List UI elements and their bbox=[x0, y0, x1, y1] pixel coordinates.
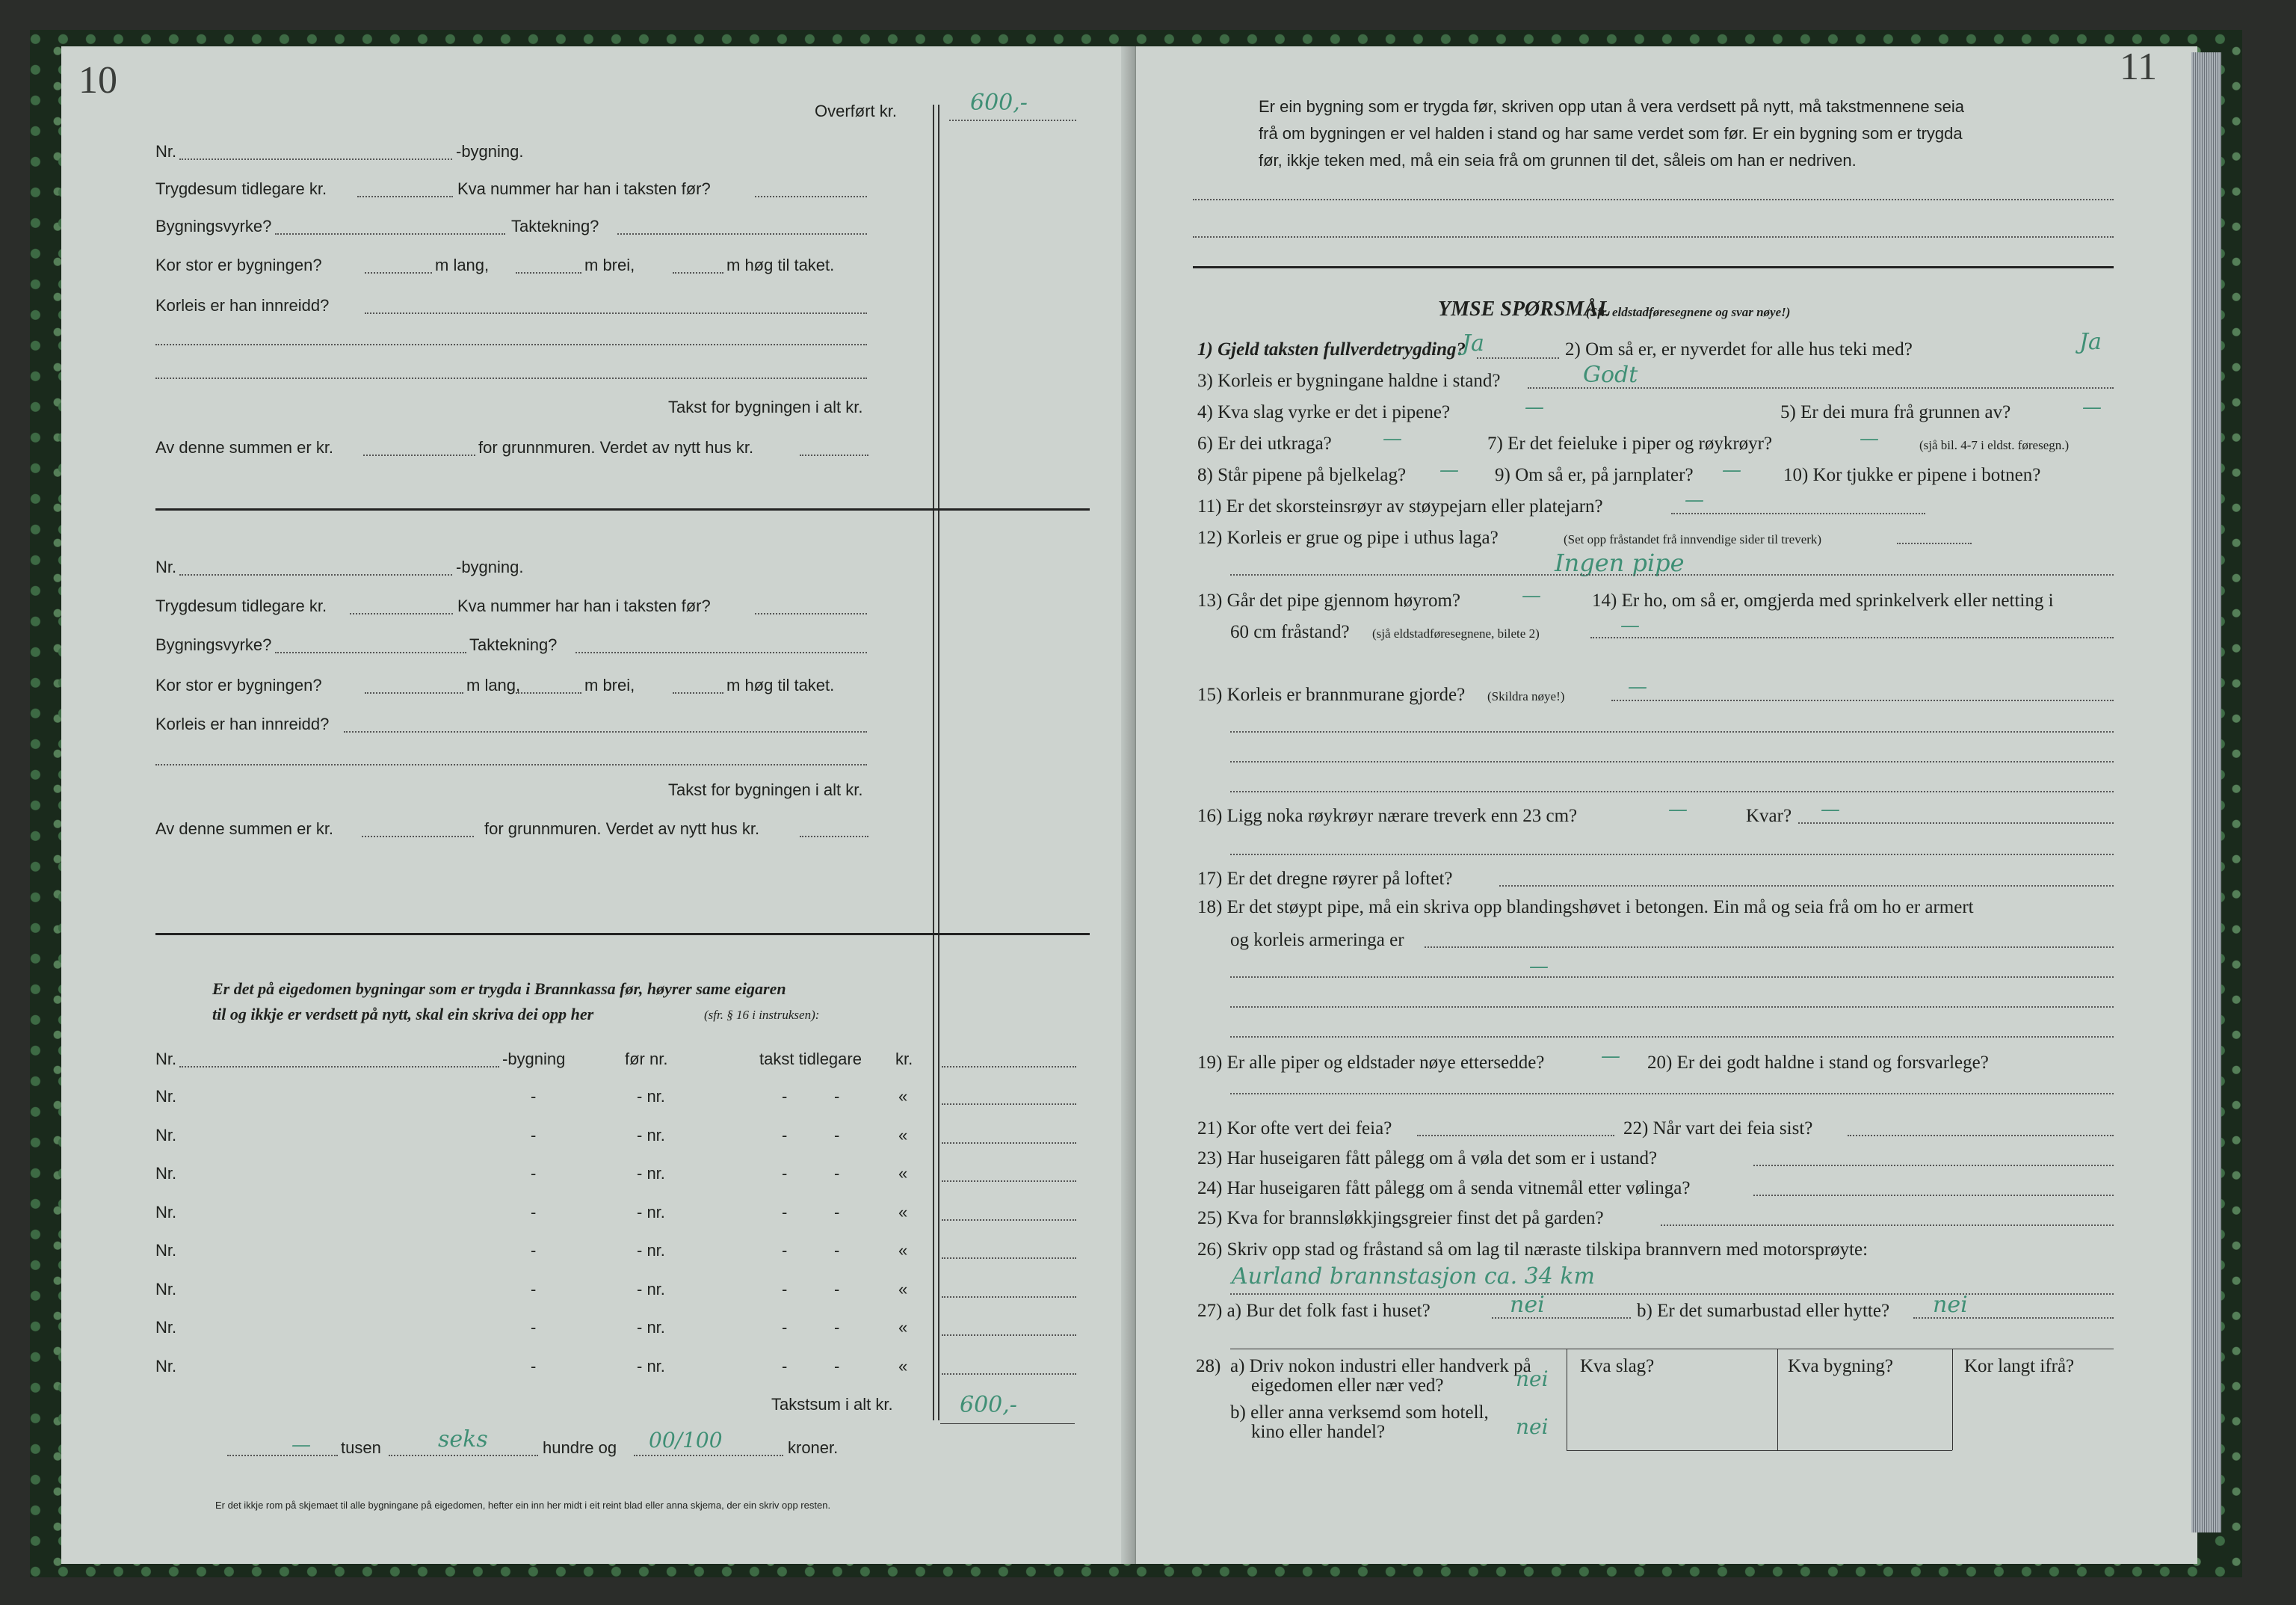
q21-field[interactable] bbox=[1417, 1135, 1614, 1136]
av-denne-label: Av denne summen er kr. bbox=[155, 819, 334, 838]
q11: 11) Er det skorsteinsrøyr av støypejarn eller platejarn? bbox=[1197, 496, 1603, 517]
q19-field-2[interactable] bbox=[1230, 1093, 2114, 1094]
grunnmur-label: for grunnmuren. Verdet av nytt hus kr. bbox=[478, 438, 754, 457]
q16-field-2[interactable] bbox=[1230, 854, 2114, 855]
row-nr-ref: - nr. bbox=[637, 1280, 665, 1299]
kva-nummer-field[interactable] bbox=[755, 613, 867, 614]
q2-answer[interactable]: Ja bbox=[2079, 329, 2102, 355]
row-dash-2: - bbox=[782, 1280, 788, 1299]
q23-field[interactable] bbox=[1753, 1165, 2114, 1166]
table-header-nr: Nr. bbox=[155, 1050, 177, 1068]
row-dash-1: - bbox=[531, 1126, 537, 1145]
grunnmur-label: for grunnmuren. Verdet av nytt hus kr. bbox=[484, 819, 760, 838]
hundre-field[interactable] bbox=[389, 1455, 538, 1456]
kva-nummer-label: Kva nummer har han i taksten før? bbox=[457, 179, 711, 198]
q28b-answer[interactable]: nei bbox=[1516, 1414, 1549, 1439]
takst-label: Takst for bygningen i alt kr. bbox=[668, 398, 863, 416]
q26-field[interactable] bbox=[1230, 1293, 2114, 1295]
q17: 17) Er det dregne røyrer på loftet? bbox=[1197, 869, 1453, 889]
av-denne-field[interactable] bbox=[363, 455, 475, 456]
table-header-nr-field[interactable] bbox=[179, 1066, 499, 1068]
q18-field-1[interactable] bbox=[1425, 946, 2114, 948]
q1: 1) Gjeld taksten fullverdetrygding? bbox=[1197, 339, 1466, 360]
nytt-hus-field[interactable] bbox=[800, 836, 868, 837]
q14-field[interactable] bbox=[1590, 637, 2114, 638]
block-separator-1 bbox=[155, 508, 1090, 511]
row-dash-1: - bbox=[531, 1280, 537, 1299]
hundre-label: hundre og bbox=[543, 1438, 617, 1457]
q28-col-rule-2 bbox=[1777, 1349, 1778, 1450]
hog-field[interactable] bbox=[673, 692, 723, 694]
nytt-hus-field[interactable] bbox=[800, 455, 868, 456]
row-dash-2: - bbox=[782, 1087, 788, 1106]
q18-field-2[interactable] bbox=[1230, 976, 2114, 978]
kor-stor-label: Kor stor er bygningen? bbox=[155, 676, 322, 694]
q11-field[interactable] bbox=[1671, 513, 1925, 514]
takstsum-value[interactable]: 600,- bbox=[960, 1392, 1017, 1418]
takstsum-rule bbox=[940, 1423, 1075, 1424]
row-dash-3: - bbox=[834, 1126, 840, 1145]
row-dash-2: - bbox=[782, 1357, 788, 1376]
value-column-left-rule bbox=[933, 105, 934, 1420]
q28-number: 28) bbox=[1196, 1356, 1221, 1376]
lang-field[interactable] bbox=[365, 692, 463, 694]
row-ditto: « bbox=[898, 1241, 908, 1260]
value-column-left-rule-2 bbox=[938, 105, 939, 1420]
q14: 14) Er ho, om så er, omgjerda med sprinkelverk eller netting i bbox=[1592, 591, 2054, 611]
q18-field-4[interactable] bbox=[1230, 1036, 2114, 1038]
q18: 18) Er det støypt pipe, må ein skriva opp blandingshøvet i betongen. Ein må og seia frå om ho er armert bbox=[1197, 897, 1974, 917]
q27b-field[interactable] bbox=[1913, 1317, 2114, 1319]
q15-field-1[interactable] bbox=[1611, 700, 2114, 701]
q22: 22) Når vart dei feia sist? bbox=[1623, 1118, 1813, 1139]
q27a-answer[interactable]: nei bbox=[1510, 1292, 1545, 1318]
q28-col-rule-3 bbox=[1952, 1349, 1953, 1450]
row-dash-3: - bbox=[834, 1357, 840, 1376]
q7-ref: (sjå bil. 4-7 i eldst. føresegn.) bbox=[1919, 438, 2070, 452]
q8-answer[interactable]: — bbox=[1439, 459, 1459, 481]
q2: 2) Om så er, er nyverdet for alle hus teki med? bbox=[1565, 339, 1913, 360]
q12-field-2[interactable] bbox=[1230, 574, 2114, 576]
q28-col-kva-bygning: Kva bygning? bbox=[1788, 1356, 1893, 1376]
m-hog-label: m høg til taket. bbox=[726, 676, 835, 694]
takstsum-label: Takstsum i alt kr. bbox=[771, 1395, 893, 1414]
q12-answer[interactable]: Ingen pipe bbox=[1555, 549, 1685, 577]
tusen-field[interactable] bbox=[227, 1455, 338, 1456]
nr-field[interactable] bbox=[179, 158, 452, 160]
right-page-number: 11 bbox=[2120, 46, 2158, 88]
m-brei-label: m brei, bbox=[584, 256, 635, 274]
q11-answer[interactable]: — bbox=[1685, 489, 1704, 511]
q22-field[interactable] bbox=[1848, 1135, 2114, 1136]
q19: 19) Er alle piper og eldstader nøye ettersedde? bbox=[1197, 1053, 1545, 1073]
row-nr-ref: - nr. bbox=[637, 1126, 665, 1145]
q18-answer[interactable]: — bbox=[1529, 955, 1549, 978]
page-edges bbox=[2191, 52, 2221, 1532]
q13-answer[interactable]: — bbox=[1522, 585, 1541, 607]
q16-kvar: Kvar? bbox=[1746, 806, 1792, 826]
row-dash-1: - bbox=[531, 1164, 537, 1183]
bygning-label: -bygning. bbox=[456, 142, 524, 161]
row-dash-1: - bbox=[531, 1241, 537, 1260]
row-dash-1: - bbox=[531, 1357, 537, 1376]
row-dash-1: - bbox=[531, 1203, 537, 1222]
row-value-field[interactable] bbox=[942, 1373, 1076, 1375]
row-nr: Nr. bbox=[155, 1126, 177, 1145]
innreidd-field-2[interactable] bbox=[155, 764, 867, 765]
section-note: (Sfr. eldstadføresegnene og svar nøye!) bbox=[1586, 305, 1791, 319]
row-dash-3: - bbox=[834, 1280, 840, 1299]
innreidd-field-3[interactable] bbox=[155, 378, 867, 379]
trygdesum-label: Trygdesum tidlegare kr. bbox=[155, 179, 327, 198]
taktekning-field[interactable] bbox=[617, 233, 867, 235]
row-dash-3: - bbox=[834, 1241, 840, 1260]
innreidd-label: Korleis er han innreidd? bbox=[155, 296, 330, 315]
q15-answer[interactable]: — bbox=[1628, 676, 1647, 698]
q16-kvar-field[interactable] bbox=[1798, 822, 2114, 824]
row-value-field[interactable] bbox=[942, 1142, 1076, 1144]
q6-answer[interactable]: — bbox=[1383, 428, 1402, 450]
q28a-answer[interactable]: nei bbox=[1516, 1367, 1549, 1391]
left-page-number: 10 bbox=[78, 59, 117, 102]
innreidd-field[interactable] bbox=[344, 731, 867, 733]
row-dash-2: - bbox=[782, 1164, 788, 1183]
m-lang-label: m lang, bbox=[466, 676, 521, 694]
q28-col-kva-slag: Kva slag? bbox=[1580, 1356, 1655, 1376]
row-nr-ref: - nr. bbox=[637, 1087, 665, 1106]
vyrke-label: Bygningsvyrke? bbox=[155, 635, 272, 654]
row-ditto: « bbox=[898, 1280, 908, 1299]
q7: 7) Er det feieluke i piper og røykrøyr? bbox=[1487, 434, 1773, 454]
q27a: 27) a) Bur det folk fast i huset? bbox=[1197, 1301, 1431, 1321]
table-header-value-field[interactable] bbox=[942, 1066, 1076, 1068]
m-lang-label: m lang, bbox=[435, 256, 490, 274]
m-brei-label: m brei, bbox=[584, 676, 635, 694]
carried-over-label: Overført kr. bbox=[815, 102, 897, 120]
q19-answer[interactable]: — bbox=[1601, 1045, 1620, 1068]
nr-label: Nr. bbox=[155, 142, 177, 161]
q1-field[interactable] bbox=[1477, 357, 1559, 359]
hw-tusen[interactable]: — bbox=[291, 1434, 311, 1456]
q23: 23) Har huseigaren fått pålegg om å vøla det som er i ustand? bbox=[1197, 1148, 1658, 1168]
trygdesum-field[interactable] bbox=[357, 196, 453, 197]
row-value-field[interactable] bbox=[942, 1334, 1076, 1336]
row-ditto: « bbox=[898, 1087, 908, 1106]
q27a-field[interactable] bbox=[1492, 1317, 1631, 1319]
taktekning-label: Taktekning? bbox=[469, 635, 558, 654]
q6: 6) Er dei utkraga? bbox=[1197, 434, 1332, 454]
q3-answer[interactable]: Godt bbox=[1583, 362, 1638, 388]
row-ditto: « bbox=[898, 1164, 908, 1183]
intro-line-2: frå om bygningen er vel halden i stand og har same verdet som før. Er ein bygning som er trygda bbox=[1259, 124, 1963, 143]
kva-nummer-field[interactable] bbox=[755, 196, 867, 197]
row-dash-2: - bbox=[782, 1126, 788, 1145]
row-value-field[interactable] bbox=[942, 1103, 1076, 1105]
q5: 5) Er dei mura frå grunnen av? bbox=[1780, 402, 2011, 422]
row-ditto: « bbox=[898, 1318, 908, 1337]
q28a-2: eigedomen eller nær ved? bbox=[1251, 1376, 1444, 1396]
hw-og[interactable]: 00/100 bbox=[649, 1428, 723, 1452]
q15: 15) Korleis er brannmurane gjorde? bbox=[1197, 685, 1466, 705]
q3-field[interactable] bbox=[1528, 387, 2114, 389]
q26-answer[interactable]: Aurland brannstasjon ca. 34 km bbox=[1232, 1263, 1595, 1290]
intro-separator bbox=[1193, 266, 2114, 268]
q15-note: (Skildra nøye!) bbox=[1487, 689, 1565, 703]
q13: 13) Går det pipe gjennom høyrom? bbox=[1197, 591, 1460, 611]
row-dash-3: - bbox=[834, 1087, 840, 1106]
q14-ref: (sjå eldstadføresegnene, bilete 2) bbox=[1372, 626, 1540, 641]
q12: 12) Korleis er grue og pipe i uthus laga? bbox=[1197, 528, 1499, 548]
q15-field-4[interactable] bbox=[1230, 791, 2114, 792]
q16-kvar-answer[interactable]: — bbox=[1821, 798, 1840, 821]
carried-over-value[interactable]: 600,- bbox=[970, 90, 1028, 116]
innreidd-field-2[interactable] bbox=[155, 344, 867, 345]
q4: 4) Kva slag vyrke er det i pipene? bbox=[1197, 402, 1451, 422]
q27b-answer[interactable]: nei bbox=[1933, 1292, 1968, 1318]
q14-answer[interactable]: — bbox=[1620, 614, 1640, 637]
row-nr-ref: - nr. bbox=[637, 1241, 665, 1260]
q7-answer[interactable]: — bbox=[1860, 428, 1879, 450]
nr-field[interactable] bbox=[179, 574, 452, 576]
block-separator-2 bbox=[155, 933, 1090, 935]
q26: 26) Skriv opp stad og fråstand så om lag til næraste tilskipa brannvern med motorsprøyte: bbox=[1197, 1239, 1868, 1260]
takst-label: Takst for bygningen i alt kr. bbox=[668, 780, 863, 799]
q8: 8) Står pipene på bjelkelag? bbox=[1197, 465, 1407, 485]
footer-note: Er det ikkje rom på skjemaet til alle bygningane på eigedomen, hefter ein inn her midt i eit reint blad eller anna skjema, der ein skriv opp resten. bbox=[215, 1500, 831, 1511]
row-value-field[interactable] bbox=[942, 1180, 1076, 1182]
table-header-kr: kr. bbox=[895, 1050, 913, 1068]
right-page bbox=[1136, 46, 2197, 1564]
row-ditto: « bbox=[898, 1203, 908, 1222]
section-title: YMSE SPØRSMÅL bbox=[1438, 298, 1611, 321]
vyrke-field[interactable] bbox=[275, 652, 466, 653]
row-nr: Nr. bbox=[155, 1203, 177, 1222]
carried-over-line bbox=[949, 120, 1076, 121]
row-nr: Nr. bbox=[155, 1241, 177, 1260]
q27b: b) Er det sumarbustad eller hytte? bbox=[1637, 1301, 1890, 1321]
kor-stor-label: Kor stor er bygningen? bbox=[155, 256, 322, 274]
q4-answer[interactable]: — bbox=[1525, 396, 1544, 419]
intro-line-1: Er ein bygning som er trygda før, skriven opp utan å vera verdsett på nytt, må takstmennene seia bbox=[1259, 97, 1965, 116]
kroner-label: kroner. bbox=[788, 1438, 839, 1457]
row-ditto: « bbox=[898, 1357, 908, 1376]
notice-line-1: Er det på eigedomen bygningar som er trygda i Brannkassa før, høyrer same eigaren bbox=[212, 979, 786, 998]
nr-label: Nr. bbox=[155, 558, 177, 576]
q1-answer[interactable]: Ja bbox=[1462, 330, 1484, 357]
vyrke-field[interactable] bbox=[275, 233, 505, 235]
notice-line-2: til og ikkje er verdsett på nytt, skal ein skriva dei opp her bbox=[212, 1005, 594, 1023]
trygdesum-field[interactable] bbox=[350, 613, 453, 614]
m-hog-label: m høg til taket. bbox=[726, 256, 835, 274]
brei-field[interactable] bbox=[516, 272, 581, 274]
row-dash-3: - bbox=[834, 1164, 840, 1183]
bygning-label: -bygning. bbox=[456, 558, 524, 576]
tusen-label: tusen bbox=[341, 1438, 381, 1457]
kva-nummer-label: Kva nummer har han i taksten før? bbox=[457, 597, 711, 615]
innreidd-label: Korleis er han innreidd? bbox=[155, 715, 330, 733]
taktekning-field[interactable] bbox=[575, 652, 867, 653]
q24-field[interactable] bbox=[1753, 1195, 2114, 1196]
q17-field[interactable] bbox=[1499, 885, 2114, 887]
row-dash-1: - bbox=[531, 1087, 537, 1106]
table-header-takst: takst tidlegare bbox=[759, 1050, 862, 1068]
q10: 10) Kor tjukke er pipene i botnen? bbox=[1783, 465, 2041, 485]
row-ditto: « bbox=[898, 1126, 908, 1145]
hw-hundre[interactable]: seks bbox=[438, 1426, 488, 1452]
row-nr: Nr. bbox=[155, 1164, 177, 1183]
intro-field-2[interactable] bbox=[1193, 236, 2114, 238]
q14b: 60 cm fråstand? bbox=[1230, 622, 1350, 642]
brei-field[interactable] bbox=[516, 692, 581, 694]
q16-answer[interactable]: — bbox=[1668, 798, 1688, 821]
av-denne-label: Av denne summen er kr. bbox=[155, 438, 334, 457]
row-nr: Nr. bbox=[155, 1087, 177, 1106]
row-dash-3: - bbox=[834, 1203, 840, 1222]
q3: 3) Korleis er bygningane haldne i stand? bbox=[1197, 371, 1501, 391]
q15-field-3[interactable] bbox=[1230, 761, 2114, 763]
q9: 9) Om så er, på jarnplater? bbox=[1495, 465, 1694, 485]
q12-field[interactable] bbox=[1897, 543, 1972, 544]
q16: 16) Ligg noka røykrøyr nærare treverk enn 23 cm? bbox=[1197, 806, 1578, 826]
row-dash-2: - bbox=[782, 1203, 788, 1222]
row-dash-2: - bbox=[782, 1318, 788, 1337]
q28b: b) eller anna verksemd som hotell, bbox=[1230, 1402, 1489, 1423]
intro-field-1[interactable] bbox=[1193, 199, 2114, 200]
row-nr: Nr. bbox=[155, 1318, 177, 1337]
q25-field[interactable] bbox=[1661, 1224, 2114, 1226]
row-value-field[interactable] bbox=[942, 1219, 1076, 1221]
q12-note: (Set opp fråstandet frå innvendige sider til treverk) bbox=[1564, 532, 1822, 546]
row-dash-2: - bbox=[782, 1241, 788, 1260]
row-value-field[interactable] bbox=[942, 1257, 1076, 1259]
q21: 21) Kor ofte vert dei feia? bbox=[1197, 1118, 1392, 1139]
innreidd-field[interactable] bbox=[365, 312, 867, 314]
q28b-2: kino eller handel? bbox=[1251, 1422, 1386, 1442]
row-nr: Nr. bbox=[155, 1357, 177, 1376]
q9-answer[interactable]: — bbox=[1722, 459, 1741, 481]
q20: 20) Er dei godt haldne i stand og forsvarlege? bbox=[1647, 1053, 1989, 1073]
q24: 24) Har huseigaren fått pålegg om å senda vitnemål etter vølinga? bbox=[1197, 1178, 1691, 1198]
vyrke-label: Bygningsvyrke? bbox=[155, 217, 272, 235]
notice-ref: (sfr. § 16 i instruksen): bbox=[704, 1008, 820, 1022]
row-nr-ref: - nr. bbox=[637, 1357, 665, 1376]
row-dash-1: - bbox=[531, 1318, 537, 1337]
table-header-bygning: -bygning bbox=[502, 1050, 566, 1068]
q25: 25) Kva for brannsløkkjingsgreier finst det på garden? bbox=[1197, 1208, 1604, 1228]
q5-answer[interactable]: — bbox=[2082, 396, 2102, 419]
q28-col-kor-langt: Kor langt ifrå? bbox=[1964, 1356, 2075, 1376]
q28-bottom-rule bbox=[1567, 1450, 1952, 1451]
row-nr: Nr. bbox=[155, 1280, 177, 1299]
row-dash-3: - bbox=[834, 1318, 840, 1337]
q18b: og korleis armeringa er bbox=[1230, 930, 1404, 950]
row-nr-ref: - nr. bbox=[637, 1164, 665, 1183]
q18-field-3[interactable] bbox=[1230, 1006, 2114, 1008]
table-header-for-nr: før nr. bbox=[625, 1050, 668, 1068]
intro-line-3: før, ikkje teken med, må ein seia frå om grunnen til det, såleis om han er nedriven. bbox=[1259, 151, 1857, 170]
row-nr-ref: - nr. bbox=[637, 1203, 665, 1222]
q28a: a) Driv nokon industri eller handverk på bbox=[1230, 1356, 1531, 1376]
hog-field[interactable] bbox=[673, 272, 723, 274]
lang-field[interactable] bbox=[365, 272, 432, 274]
trygdesum-label: Trygdesum tidlegare kr. bbox=[155, 597, 327, 615]
row-value-field[interactable] bbox=[942, 1296, 1076, 1298]
row-nr-ref: - nr. bbox=[637, 1318, 665, 1337]
av-denne-field[interactable] bbox=[362, 836, 474, 837]
og-field[interactable] bbox=[634, 1455, 783, 1456]
taktekning-label: Taktekning? bbox=[511, 217, 599, 235]
q15-field-2[interactable] bbox=[1230, 731, 2114, 733]
